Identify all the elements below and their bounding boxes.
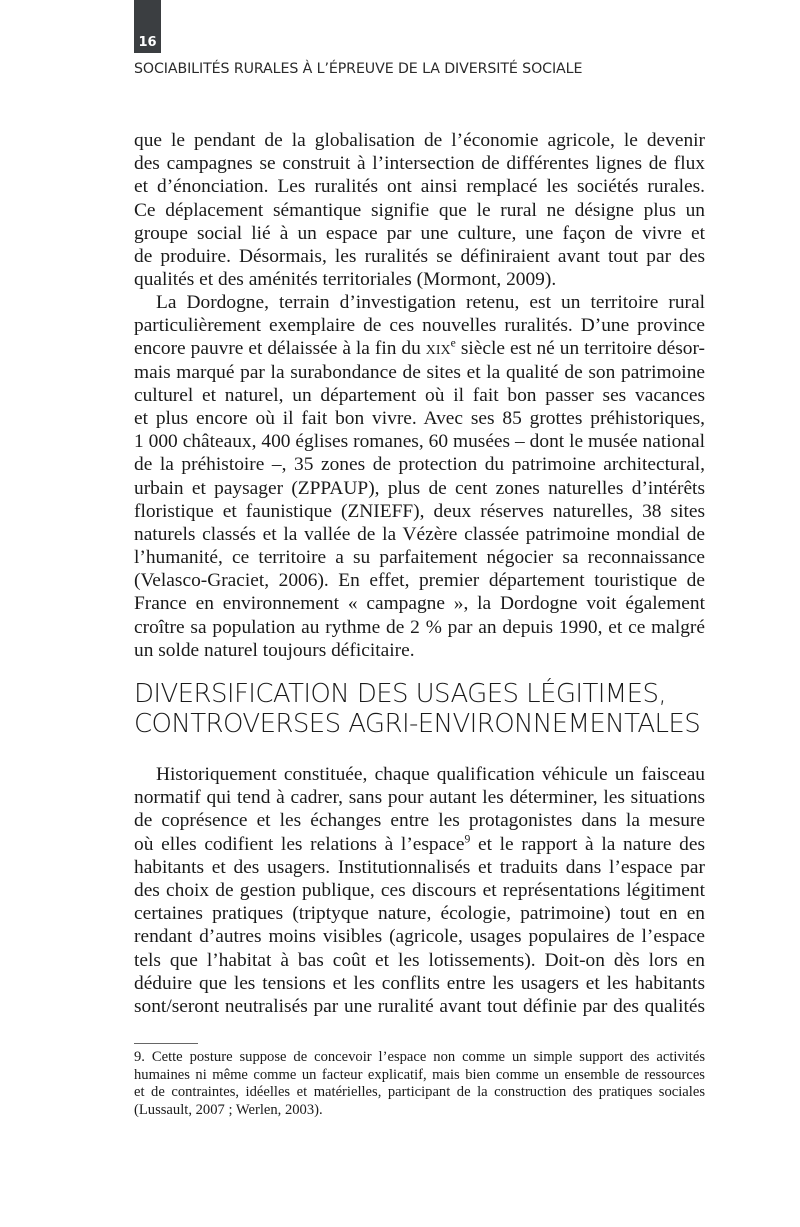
- text-line: croître sa population au rythme de 2 % par an depuis 1990, et ce malgré: [134, 616, 705, 638]
- paragraph-3: [134, 763, 705, 1018]
- section-heading-line-1: DIVERSIFICATION DES USAGES LÉGITIMES,: [134, 679, 667, 709]
- superscript: 9: [464, 832, 471, 846]
- text-line: et plus encore où il fait bon vivre. Avec ses 85 grottes préhistoriques,: [134, 407, 705, 429]
- text-line: des choix de gestion publique, ces discours et représentations légitiment: [134, 879, 705, 901]
- section-heading-line-2: CONTROVERSES AGRI-ENVIRONNEMENTALES: [134, 709, 701, 739]
- running-head: SOCIABILITÉS RURALES À L’ÉPREUVE DE LA DIVERSITÉ SOCIALE: [134, 61, 583, 77]
- small-caps-text: xix: [425, 338, 451, 360]
- text-line: particulièrement exemplaire de ces nouvelles ruralités. D’une province: [134, 315, 705, 337]
- text-line: tels que l’habitat à bas coût et les lotissements). Doit-on dès lors en: [134, 949, 705, 971]
- text-segment: encore pauvre et délaissée à la fin du: [134, 338, 426, 360]
- text-line: humaines ni même comme un facteur explicatif, mais bien comme un ensemble de ressources: [134, 1066, 705, 1083]
- text-line: naturels classés et la vallée de la Vézère classée patrimoine mondial de: [134, 523, 705, 545]
- text-line: (Lussault, 2007 ; Werlen, 2003).: [134, 1101, 323, 1118]
- text-segment: où elles codifient les relations à l’espace: [134, 833, 465, 855]
- text-line: et de contraintes, idéelles et matérielles, participant de la construction des pratiques sociales: [134, 1084, 705, 1100]
- text-line: 1 000 châteaux, 400 églises romanes, 60 musées – dont le musée national: [134, 431, 705, 453]
- text-segment: siècle est né un territoire désor-: [455, 338, 705, 360]
- text-line: [134, 833, 705, 856]
- section-heading: [134, 679, 700, 739]
- text-line: habitants et des usagers. Institutionnalisés et traduits dans l’espace par: [134, 856, 705, 878]
- text-line: [134, 337, 705, 360]
- paragraph-2: [134, 291, 705, 662]
- footnote-9: [134, 1049, 705, 1119]
- text-line: mais marqué par la surabondance de sites et la qualité de son patrimoine: [134, 361, 705, 383]
- text-line: certaines pratiques (triptyque nature, écologie, patrimoine) tout en en: [134, 903, 705, 925]
- page-number: 16: [138, 35, 157, 50]
- text-line: des campagnes se construit à l’intersection de différentes lignes de flux: [134, 153, 705, 175]
- text-line: groupe social lié à un espace par une culture, une façon de vivre et: [134, 222, 705, 244]
- text-line: culturel et naturel, un département où il fait bon passer ses vacances: [134, 384, 705, 406]
- text-line: et d’énonciation. Les ruralités ont ainsi remplacé les sociétés rurales.: [134, 176, 705, 198]
- footnote-rule: [134, 1043, 198, 1044]
- paragraph-1: [134, 129, 705, 291]
- text-line: qualités et des aménités territoriales (Mormont, 2009).: [134, 269, 557, 291]
- text-line: Ce déplacement sémantique signifie que le rural ne désigne plus un: [134, 199, 705, 221]
- text-line: 9. Cette posture suppose de concevoir l’espace non comme un simple support des activités: [134, 1049, 705, 1065]
- text-line: déduire que les tensions et les conflits entre les usagers et les habitants: [134, 972, 705, 994]
- text-line: de produire. Désormais, les ruralités se définiraient avant tout par des: [134, 245, 705, 267]
- text-line: de la préhistoire –, 35 zones de protection du patrimoine architectural,: [134, 454, 705, 476]
- text-line: (Velasco-Graciet, 2006). En effet, premier département touristique de: [134, 570, 705, 592]
- text-line: que le pendant de la globalisation de l’économie agricole, le devenir: [134, 130, 705, 151]
- superscript: e: [450, 336, 456, 350]
- text-line: urbain et paysager (ZPPAUP), plus de cent zones naturelles d’intérêts: [134, 477, 705, 499]
- text-line: un solde naturel toujours déficitaire.: [134, 639, 415, 661]
- text-line: sont/seront neutralisés par une ruralité avant tout définie par des qualités: [134, 995, 705, 1017]
- text-line: l’humanité, ce territoire a su parfaitement négocier sa reconnaissance: [134, 547, 705, 569]
- text-segment: et le rapport à la nature des: [470, 833, 706, 855]
- text-line: floristique et faunistique (ZNIEFF), deux réserves naturelles, 38 sites: [134, 500, 705, 522]
- text-line: de coprésence et les échanges entre les protagonistes dans la mesure: [134, 810, 705, 832]
- text-line: La Dordogne, terrain d’investigation retenu, est un territoire rural: [156, 292, 705, 313]
- text-line: Historiquement constituée, chaque qualification véhicule un faisceau: [156, 764, 705, 785]
- text-line: normatif qui tend à cadrer, sans pour autant les déterminer, les situations: [134, 787, 705, 809]
- text-line: rendant d’autres moins visibles (agricole, usages populaires de l’espace: [134, 926, 705, 948]
- page-number-tab: [134, 0, 161, 53]
- text-line: France en environnement « campagne », la Dordogne voit également: [134, 593, 705, 615]
